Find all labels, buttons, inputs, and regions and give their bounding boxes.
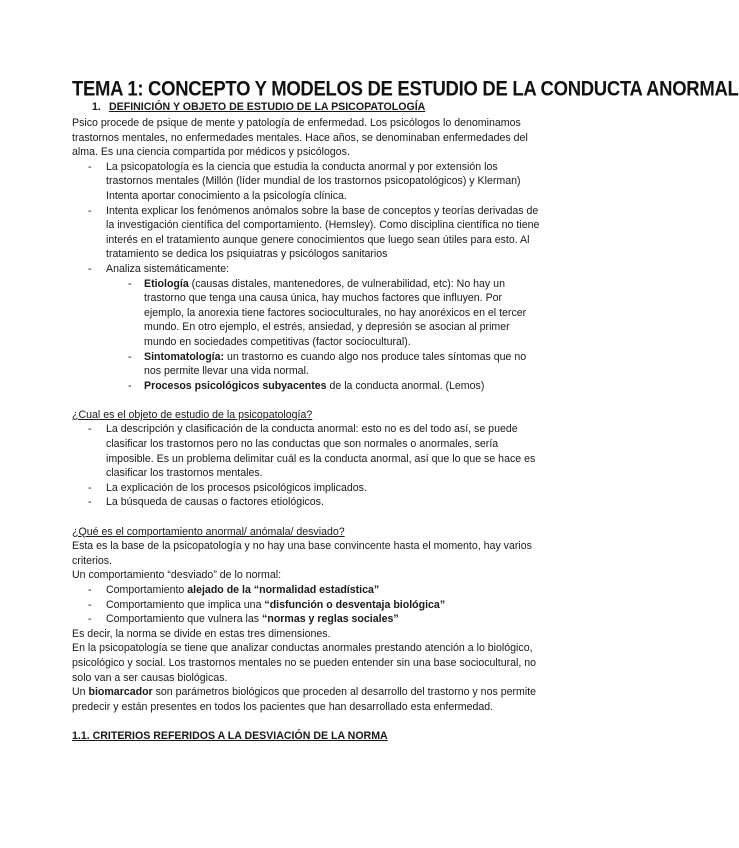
term-bold: Etiología bbox=[144, 277, 189, 290]
list-item: - La búsqueda de causas o factores etiológicos. bbox=[72, 495, 542, 510]
text: Un bbox=[72, 686, 89, 699]
objeto-question: ¿Cual es el objeto de estudio de la psicopatología? bbox=[72, 408, 313, 421]
item-text: Comportamiento bbox=[106, 584, 188, 596]
item-bold: “normas y reglas sociales” bbox=[262, 613, 399, 626]
sub-list-item bbox=[72, 350, 542, 379]
paragraph: En la psicopatología se tiene que analizar conductas anormales prestando atención a lo biológico, psicológico y social. Los trastornos mentales no se pueden entender sin una base sociocultural, no solo van a ser causas biológicas. bbox=[72, 642, 537, 684]
term-text: (causas distales, mantenedores, de vulnerabilidad, etc): No hay un trastorno que tenga una causa única, hay muchos factores que influyen. Por ejemplo, la anorexia tiene factores socioculturales, no hay anoréxicos en el tercer mundo. En otro ejemplo, el estrés, ansiedad, y depresión se asocian al primer mundo en sociedades competitivas (factor sociocultural). bbox=[144, 277, 527, 348]
section-heading-text: DEFINICIÓN Y OBJETO DE ESTUDIO DE LA PSICOPATOLOGÍA bbox=[109, 101, 426, 113]
sub-list-item bbox=[72, 379, 542, 394]
item-text: Comportamiento que vulnera las bbox=[106, 613, 263, 626]
list-item bbox=[72, 583, 542, 598]
paragraph: Es decir, la norma se divide en estas tres dimensiones. bbox=[72, 627, 331, 640]
page-title: TEMA 1: CONCEPTO Y MODELOS DE ESTUDIO DE LA CONDUCTA ANORMAL bbox=[72, 76, 739, 101]
intro-paragraph: Psico procede de psique de mente y patología de enfermedad. Los psicólogos lo denominamos trastornos mentales, no enfermedades mentales. Hace años, se denominaban enfermedades del alma. Es una ciencia compartida por médicos y psicólogos. bbox=[72, 117, 528, 159]
list-item: - La descripción y clasificación de la conducta anormal: esto no es del todo así, se puede clasificar los trastornos pero no las conductas que son normales o anormales, sería imposible. Es un problema delimitar cuál es la conducta anormal, así que lo que se hace es clasificar los trastornos mentales. bbox=[72, 422, 542, 480]
paragraph: Esta es la base de la psicopatología y no hay una base convincente hasta el momento, hay varios criterios. bbox=[72, 540, 532, 567]
term-text: un trastorno es cuando algo nos produce tales síntomas que no nos permite llevar una vida normal. bbox=[144, 350, 527, 378]
item-bold: alejado de la “normalidad estadística” bbox=[187, 584, 380, 596]
definition-list bbox=[72, 160, 542, 277]
sub-list-item bbox=[72, 277, 542, 350]
biomarcador-paragraph bbox=[72, 685, 542, 714]
list-item: - La explicación de los procesos psicológicos implicados. bbox=[72, 481, 542, 496]
term-text: de la conducta anormal. (Lemos) bbox=[326, 379, 485, 392]
term-bold: Sintomatología: bbox=[144, 350, 225, 363]
list-item: - Analiza sistemáticamente: bbox=[72, 262, 542, 277]
list-item: - La psicopatología es la ciencia que estudia la conducta anormal y por extensión los trastornos mentales (Millón (líder mundial de los trastornos psicopatológicos) y Klerman) Intenta aportar conocimiento a la psicología clínica. bbox=[72, 160, 542, 204]
item-text: Comportamiento que implica una bbox=[106, 598, 265, 611]
subsection-heading: 1.1. CRITERIOS REFERIDOS A LA DESVIACIÓN DE LA NORMA bbox=[72, 729, 388, 742]
term-bold: biomarcador bbox=[88, 686, 153, 699]
section-number: 1. bbox=[92, 101, 101, 113]
section-heading bbox=[92, 101, 425, 113]
list-item: - Intenta explicar los fenómenos anómalos sobre la base de conceptos y teorías derivadas de la investigación científica del comportamiento. (Hemsley). Como disciplina científica no tiene interés en el tratamiento aunque genere conocimientos que luego sean útiles para esto. Al tratamiento se dedica los psiquiatras y psicólogos sanitarios bbox=[72, 204, 542, 262]
paragraph: Un comportamiento “desviado” de lo normal: bbox=[72, 569, 282, 582]
text: son parámetros biológicos que proceden al desarrollo del trastorno y nos permite predecir y están presentes en todos los pacientes que han desarrollado esta enfermedad. bbox=[72, 686, 537, 713]
list-item bbox=[72, 598, 542, 613]
comportamiento-question: ¿Qué es el comportamiento anormal/ anómala/ desviado? bbox=[72, 525, 345, 538]
comportamiento-list bbox=[72, 583, 542, 627]
term-bold: Procesos psicológicos subyacentes bbox=[144, 379, 327, 392]
analysis-sublist bbox=[72, 277, 542, 394]
item-bold: “disfunción o desventaja biológica” bbox=[264, 598, 446, 611]
list-item bbox=[72, 612, 542, 627]
document-body bbox=[72, 116, 542, 744]
objeto-list bbox=[72, 422, 542, 510]
